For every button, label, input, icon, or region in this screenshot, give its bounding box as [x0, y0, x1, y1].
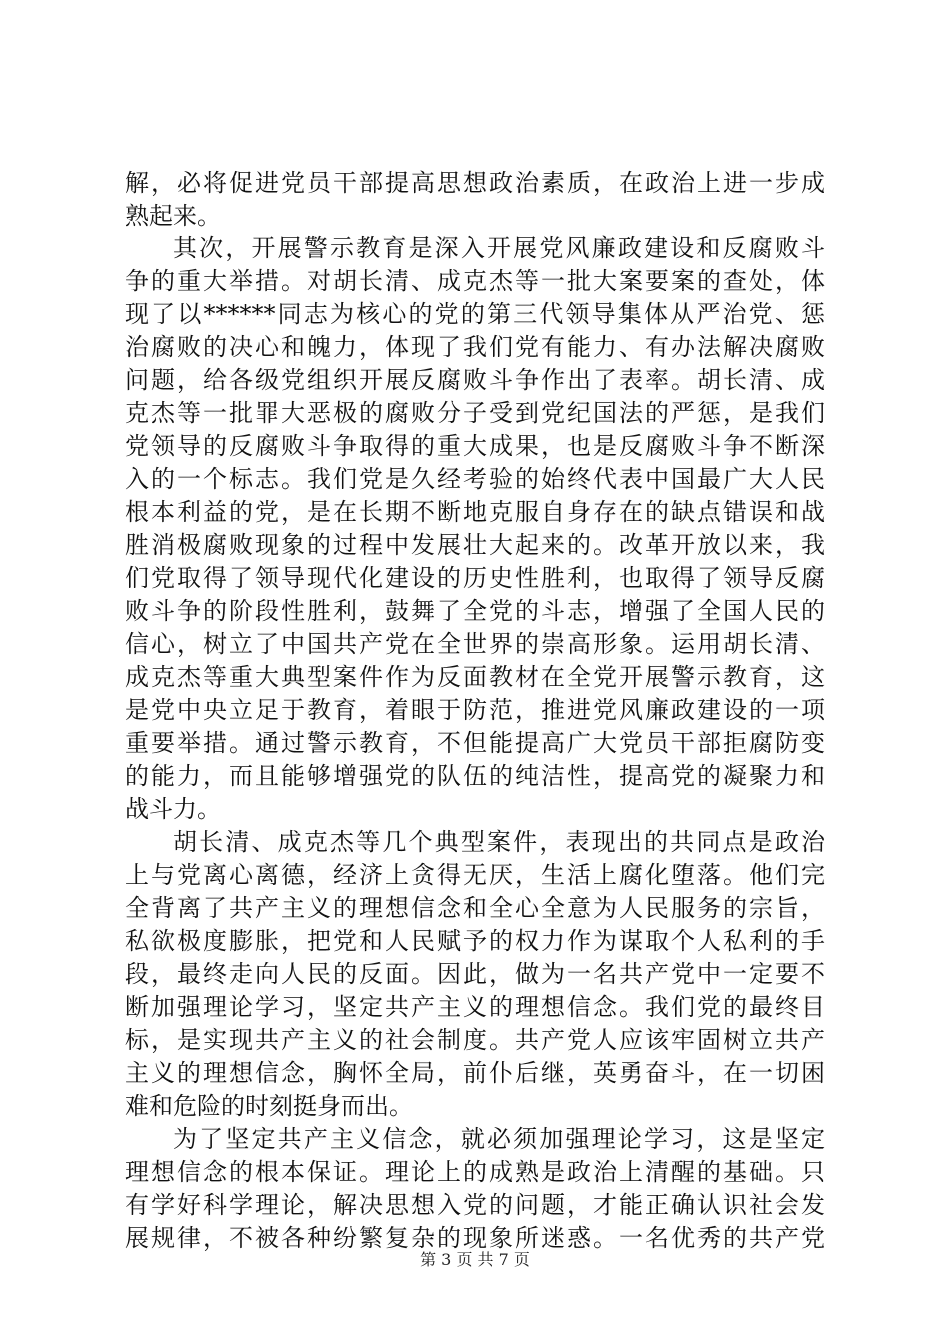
text-line: 有学好科学理论，解决思想入党的问题，才能正确认识社会发 — [125, 1191, 825, 1219]
text-line: 难和危险的时刻挺身而出。 — [125, 1092, 413, 1120]
text-line: 私欲极度膨胀，把党和人民赋予的权力作为谋取个人私利的手 — [125, 927, 825, 955]
text-line: 治腐败的决心和魄力，体现了我们党有能力、有办法解决腐败 — [125, 333, 825, 361]
paragraph-start-line: 胡长清、成克杰等几个典型案件，表现出的共同点是政治 — [173, 828, 825, 856]
text-line: 段，最终走向人民的反面。因此，做为一名共产党中一定要不 — [125, 960, 825, 988]
text-line: 上与党离心离德，经济上贪得无厌，生活上腐化堕落。他们完 — [125, 861, 825, 889]
text-line: 展规律，不被各种纷繁复杂的现象所迷惑。一名优秀的共产党 — [125, 1224, 825, 1252]
text-line: 争的重大举措。对胡长清、成克杰等一批大案要案的查处，体 — [125, 267, 825, 295]
text-line: 主义的理想信念，胸怀全局，前仆后继，英勇奋斗，在一切困 — [125, 1059, 825, 1087]
paragraph-start-line: 为了坚定共产主义信念，就必须加强理论学习，这是坚定 — [173, 1125, 825, 1153]
text-line: 熟起来。 — [125, 202, 221, 230]
paragraph-start-line: 其次，开展警示教育是深入开展党风廉政建设和反腐败斗 — [173, 234, 825, 262]
text-line: 断加强理论学习，坚定共产主义的理想信念。我们党的最终目 — [125, 993, 825, 1021]
text-line: 克杰等一批罪大恶极的腐败分子受到党纪国法的严惩，是我们 — [125, 399, 825, 427]
text-line: 成克杰等重大典型案件作为反面教材在全党开展警示教育，这 — [125, 663, 825, 691]
text-line: 胜消极腐败现象的过程中发展壮大起来的。改革开放以来，我 — [125, 531, 825, 559]
text-line: 理想信念的根本保证。理论上的成熟是政治上清醒的基础。只 — [125, 1158, 825, 1186]
text-line: 问题，给各级党组织开展反腐败斗争作出了表率。胡长清、成 — [125, 366, 825, 394]
text-line: 败斗争的阶段性胜利，鼓舞了全党的斗志，增强了全国人民的 — [125, 597, 825, 625]
text-line: 全背离了共产主义的理想信念和全心全意为人民服务的宗旨， — [125, 894, 825, 922]
text-line: 党领导的反腐败斗争取得的重大成果，也是反腐败斗争不断深 — [125, 432, 825, 460]
text-line: 们党取得了领导现代化建设的历史性胜利，也取得了领导反腐 — [125, 564, 825, 592]
text-line: 重要举措。通过警示教育，不但能提高广大党员干部拒腐防变 — [125, 729, 825, 757]
text-line: 的能力，而且能够增强党的队伍的纯洁性，提高党的凝聚力和 — [125, 762, 825, 790]
text-line: 是党中央立足于教育，着眼于防范，推进党风廉政建设的一项 — [125, 696, 825, 724]
text-line: 根本利益的党，是在长期不断地克服自身存在的缺点错误和战 — [125, 498, 825, 526]
text-line: 标，是实现共产主义的社会制度。共产党人应该牢固树立共产 — [125, 1026, 825, 1054]
text-line: 信心，树立了中国共产党在全世界的崇高形象。运用胡长清、 — [125, 630, 825, 658]
text-line: 现了以******同志为核心的党的第三代领导集体从严治党、惩 — [125, 300, 825, 328]
text-line: 解，必将促进党员干部提高思想政治素质，在政治上进一步成 — [125, 169, 825, 197]
page-number-footer: 第 3 页 共 7 页 — [420, 1250, 530, 1269]
text-line: 战斗力。 — [125, 795, 221, 823]
text-line: 入的一个标志。我们党是久经考验的始终代表中国最广大人民 — [125, 465, 825, 493]
